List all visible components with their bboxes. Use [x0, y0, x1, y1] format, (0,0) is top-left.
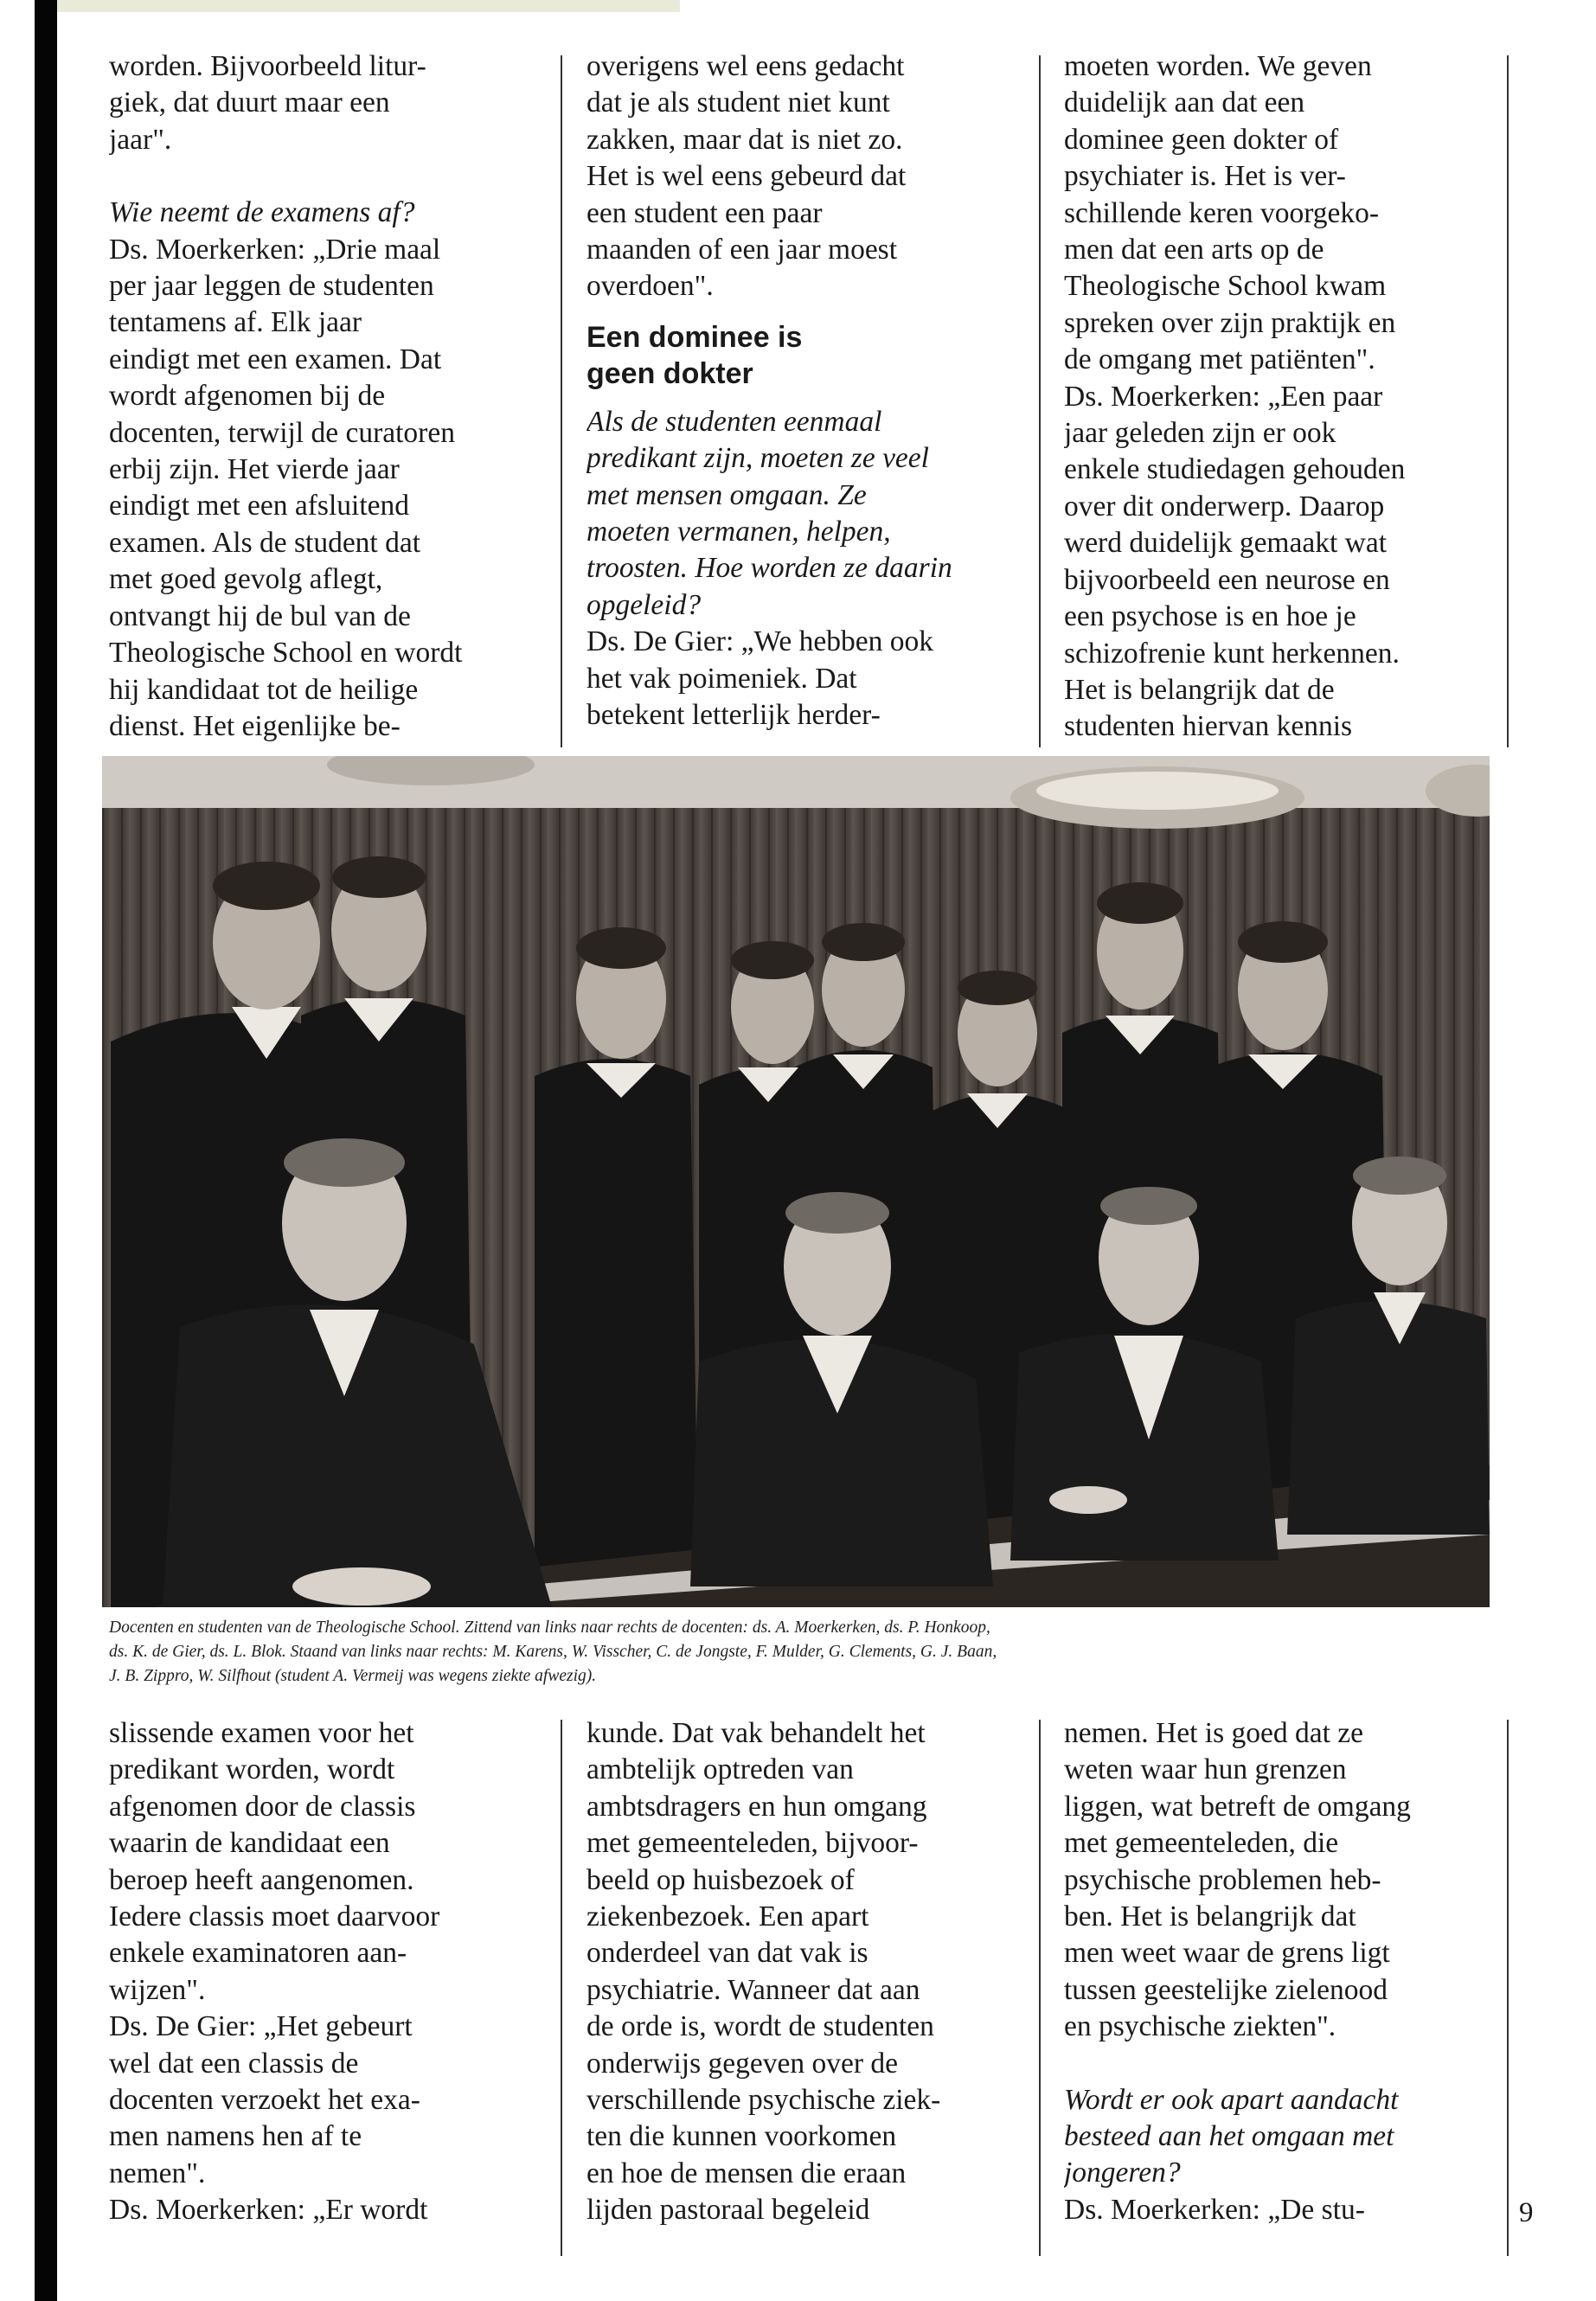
text-line: weten waar hun grenzen	[1064, 1753, 1347, 1786]
column-2-bottom	[586, 1715, 1045, 2269]
text-line: tentamens af. Elk jaar	[109, 306, 362, 339]
text-line: een psychose is en hoe je	[1064, 600, 1356, 633]
text-line: het vak poimeniek. Dat	[586, 662, 857, 695]
text-line: beeld op huisbezoek of	[586, 1863, 855, 1896]
text-line: wel dat een classis de	[109, 2047, 359, 2080]
text-line: Iedere classis moet daarvoor	[109, 1900, 440, 1933]
column-3-top	[1064, 48, 1522, 749]
text-line: beroep heeft aangenomen.	[109, 1863, 414, 1896]
interview-question	[586, 404, 1045, 624]
text-line: Ds. Moerkerken: „Drie maal	[109, 233, 441, 266]
text-line: jaar geleden zijn er ook	[1064, 417, 1336, 450]
text-line: moeten vermanen, helpen,	[586, 516, 891, 548]
text-line: geen dokter	[586, 356, 753, 390]
text-line: Het is belangrijk dat de	[1064, 673, 1335, 706]
text-line: afgenomen door de classis	[109, 1790, 416, 1823]
text-line: Het is wel eens gebeurd dat	[586, 160, 907, 193]
text-line: docenten verzoekt het exa-	[109, 2084, 420, 2117]
text-line: psychiatrie. Wanneer dat aan	[586, 1973, 920, 2006]
body-paragraph	[109, 1715, 567, 2229]
text-line: verschillende psychische ziek-	[586, 2084, 941, 2117]
column-divider	[561, 55, 562, 747]
section-heading	[586, 319, 1045, 392]
text-line: Wordt er ook apart aandacht	[1064, 2083, 1399, 2116]
text-line: wijzen".	[109, 1973, 206, 2006]
text-line: werd duidelijk gemaakt wat	[1064, 527, 1388, 560]
text-line: maanden of een jaar moest	[586, 234, 898, 266]
text-line: men namens hen af te	[109, 2120, 362, 2153]
text-line: nemen".	[109, 2157, 206, 2189]
interview-question	[1064, 2082, 1522, 2192]
text-line: een student een paar	[586, 196, 823, 229]
text-line: ziekenbezoek. Een apart	[586, 1900, 869, 1933]
text-line: examen. Als de student dat	[109, 526, 421, 559]
text-line: met goed gevolg aflegt,	[109, 563, 383, 596]
text-line: Als de studenten eenmaal	[586, 405, 882, 438]
text-line: enkele studiedagen gehouden	[1064, 453, 1406, 486]
text-line: eindigt met een afsluitend	[109, 490, 409, 522]
caption-line: Docenten en studenten van de Theologische School. Zittend van links naar rechts de docenten: ds. A. Moerkerken, ds. P. Honkoop,	[109, 1618, 990, 1637]
text-line: psychische problemen heb-	[1064, 1863, 1381, 1896]
text-line: met gemeenteleden, bijvoor-	[586, 1827, 919, 1860]
column-divider	[1507, 55, 1509, 747]
text-line: en psychische ziekten".	[1064, 2010, 1336, 2043]
photo-caption	[109, 1616, 1493, 1689]
text-line: de orde is, wordt de studenten	[586, 2010, 934, 2043]
caption-line: J. B. Zippro, W. Silfhout (student A. Vermeij was wegens ziekte afwezig).	[109, 1667, 597, 1685]
column-divider	[1039, 1720, 1041, 2256]
text-line: docenten, terwijl de curatoren	[109, 416, 455, 449]
group-photo	[102, 756, 1490, 1607]
body-paragraph	[1064, 2192, 1522, 2228]
top-edge-strip	[57, 0, 680, 12]
text-line: onderwijs gegeven over de	[586, 2047, 898, 2080]
text-line: Ds. Moerkerken: „De stu-	[1064, 2193, 1365, 2226]
text-line: giek, dat duurt maar een	[109, 87, 390, 119]
text-line: ambtsdragers en hun omgang	[586, 1790, 927, 1823]
text-line: Een dominee is	[586, 320, 803, 354]
text-line: Wie neemt de examens af?	[109, 196, 415, 229]
text-line: overdoen".	[586, 270, 714, 303]
text-line: opgeleid?	[586, 588, 702, 621]
text-line: nemen. Het is goed dat ze	[1064, 1717, 1364, 1749]
text-line: predikant zijn, moeten ze veel	[586, 442, 929, 475]
text-line: tussen geestelijke zielenood	[1064, 1973, 1388, 2006]
body-paragraph	[1064, 1715, 1522, 2046]
text-line: men weet waar de grens ligt	[1064, 1937, 1390, 1970]
text-line: de omgang met patiënten".	[1064, 343, 1375, 376]
text-line: Ds. Moerkerken: „Er wordt	[109, 2194, 428, 2227]
caption-line: ds. K. de Gier, ds. L. Blok. Staand van links naar rechts: M. Karens, W. Visscher, C. de Jongste, F. Mulder, G. Clements, G. J. Baan,	[109, 1643, 997, 1661]
page-edge-bar	[35, 0, 57, 2301]
text-line: betekent letterlijk herder-	[586, 699, 881, 732]
body-paragraph	[109, 232, 567, 746]
column-divider	[561, 1720, 562, 2256]
text-line: schillende keren voorgeko-	[1064, 196, 1380, 229]
text-line: zakken, maar dat is niet zo.	[586, 123, 903, 156]
text-line: Ds. De Gier: „Het gebeurt	[109, 2010, 413, 2043]
column-divider	[1039, 55, 1041, 747]
column-1-bottom	[109, 1715, 567, 2269]
body-paragraph	[1064, 48, 1522, 746]
text-line: spreken over zijn praktijk en	[1064, 306, 1396, 339]
group-photo-illustration	[102, 756, 1490, 1607]
text-line: worden. Bijvoorbeeld litur-	[109, 50, 426, 82]
text-line: bijvoorbeeld een neurose en	[1064, 563, 1390, 596]
text-line: Ds. De Gier: „We hebben ook	[586, 625, 934, 658]
text-line: waarin de kandidaat een	[109, 1827, 390, 1860]
text-line: besteed aan het omgaan met	[1064, 2120, 1394, 2153]
text-line: met gemeenteleden, die	[1064, 1827, 1339, 1860]
text-line: kunde. Dat vak behandelt het	[586, 1717, 926, 1749]
text-line: troosten. Hoe worden ze daarin	[586, 552, 952, 585]
text-line: slissende examen voor het	[109, 1717, 414, 1749]
page-number: 9	[1519, 2197, 1534, 2228]
text-line: overigens wel eens gedacht	[586, 50, 905, 82]
text-line: ontvangt hij de bul van de	[109, 599, 411, 632]
text-line: dienst. Het eigenlijke be-	[109, 709, 401, 742]
text-line: erbij zijn. Het vierde jaar	[109, 453, 400, 486]
text-line: ben. Het is belangrijk dat	[1064, 1900, 1356, 1933]
paragraph-gap	[1064, 2046, 1522, 2082]
interview-question	[109, 195, 567, 231]
text-line: en hoe de mensen die eraan	[586, 2157, 907, 2189]
column-2-top	[586, 48, 1045, 749]
paragraph-gap	[109, 158, 567, 195]
text-line: Theologische School en wordt	[109, 637, 463, 670]
text-line: ten die kunnen voorkomen	[586, 2120, 897, 2153]
text-line: Ds. Moerkerken: „Een paar	[1064, 380, 1383, 413]
column-3-bottom	[1064, 1715, 1522, 2269]
column-1-top	[109, 48, 567, 749]
text-line: ambtelijk optreden van	[586, 1753, 854, 1786]
text-line: wordt afgenomen bij de	[109, 380, 386, 413]
text-line: hij kandidaat tot de heilige	[109, 673, 419, 706]
text-line: psychiater is. Het is ver-	[1064, 160, 1346, 193]
body-paragraph	[586, 48, 1045, 305]
text-line: eindigt met een examen. Dat	[109, 343, 442, 375]
text-line: predikant worden, wordt	[109, 1753, 395, 1786]
text-line: enkele examinatoren aan-	[109, 1937, 407, 1970]
text-line: duidelijk aan dat een	[1064, 87, 1305, 119]
text-line: studenten hiervan kennis	[1064, 710, 1353, 743]
body-paragraph	[586, 1715, 1045, 2229]
text-line: dominee geen dokter of	[1064, 123, 1339, 156]
text-line: dat je als student niet kunt	[586, 87, 890, 119]
text-line: per jaar leggen de studenten	[109, 270, 434, 303]
text-line: onderdeel van dat vak is	[586, 1937, 869, 1970]
text-line: jaar".	[109, 123, 172, 156]
text-line: men dat een arts op de	[1064, 234, 1324, 266]
text-line: schizofrenie kunt herkennen.	[1064, 637, 1400, 670]
text-line: moeten worden. We geven	[1064, 50, 1372, 82]
column-divider	[1507, 1720, 1509, 2256]
body-paragraph	[586, 624, 1045, 734]
text-line: met mensen omgaan. Ze	[586, 478, 867, 511]
text-line: lijden pastoraal begeleid	[586, 2194, 870, 2227]
text-line: jongeren?	[1064, 2157, 1181, 2189]
body-paragraph	[109, 48, 567, 158]
text-line: liggen, wat betreft de omgang	[1064, 1790, 1411, 1823]
text-line: Theologische School kwam	[1064, 270, 1387, 303]
text-line: over dit onderwerp. Daarop	[1064, 490, 1385, 522]
